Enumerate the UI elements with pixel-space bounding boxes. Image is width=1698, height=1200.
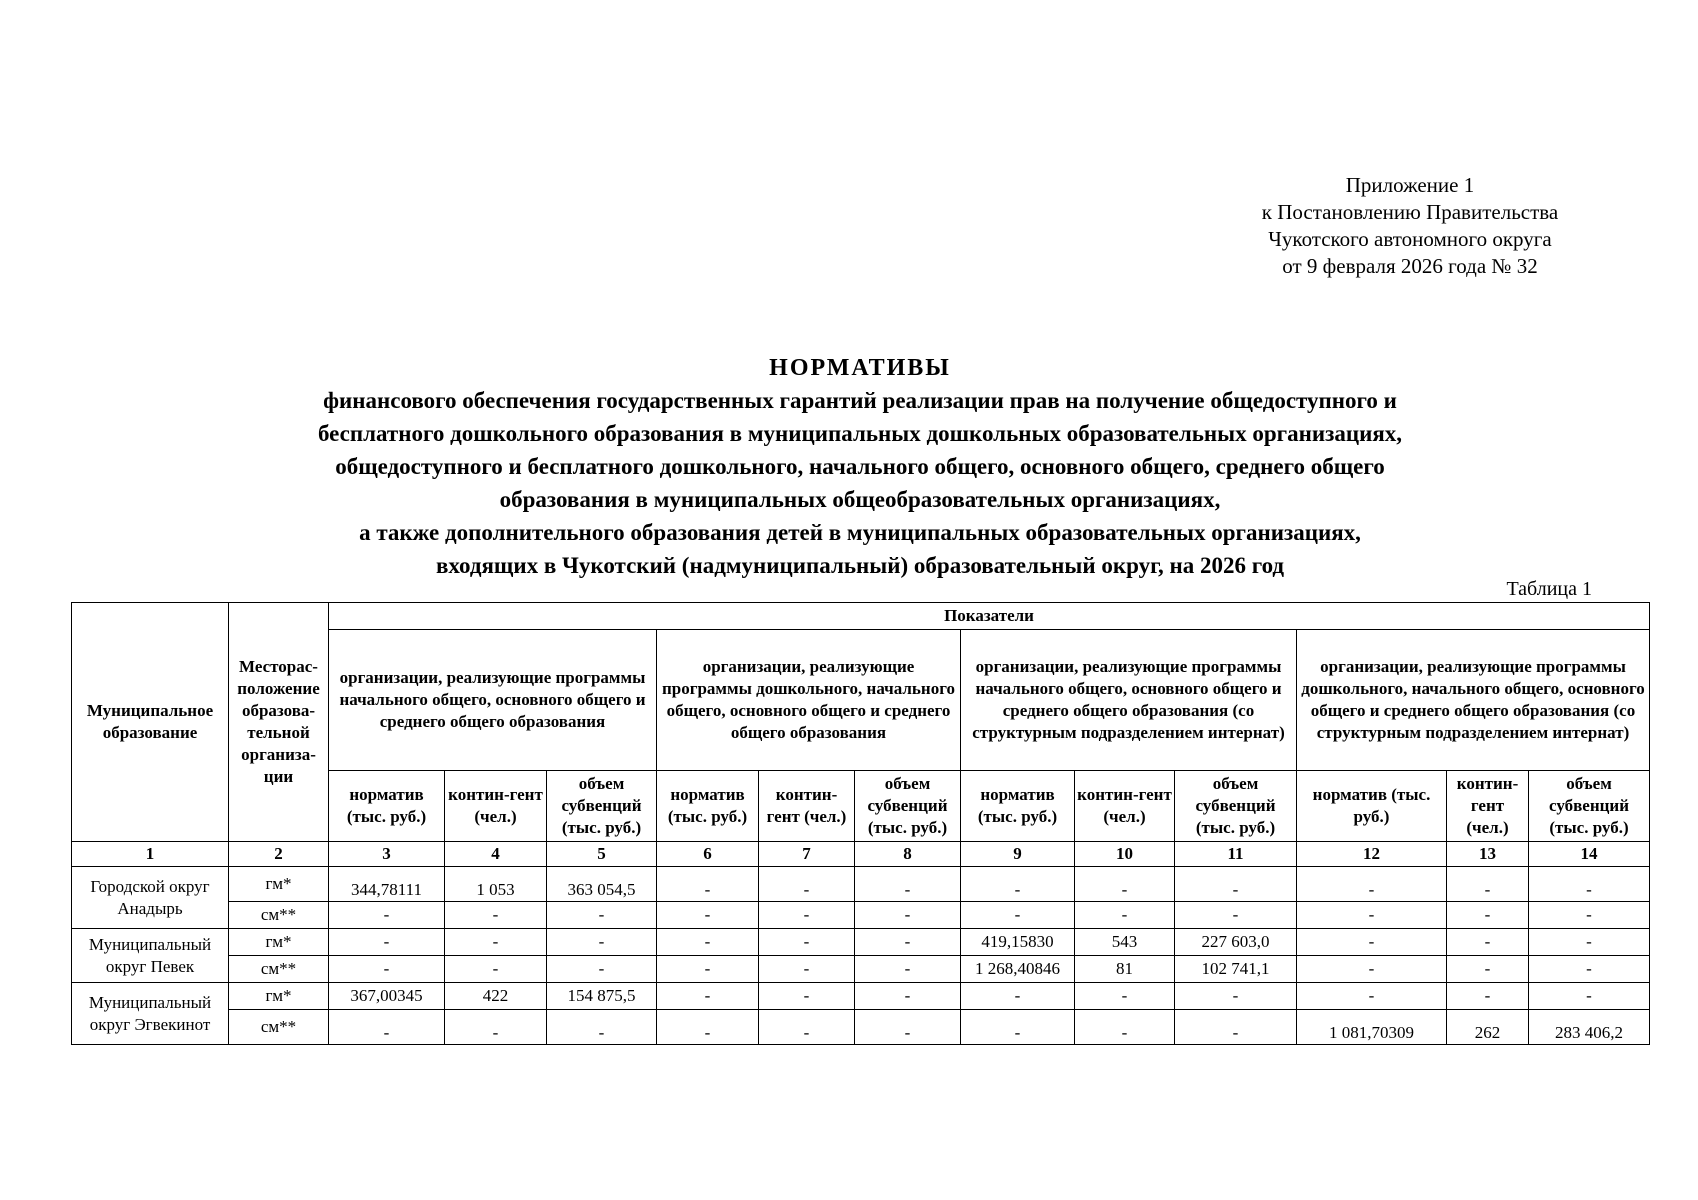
column-number: 11	[1175, 842, 1297, 867]
value-cell: -	[1447, 983, 1529, 1010]
municipality-cell: Муниципальный округ Эгвекинот	[72, 983, 229, 1045]
column-number: 4	[445, 842, 547, 867]
value-cell: 227 603,0	[1175, 929, 1297, 956]
value-cell: 419,15830	[961, 929, 1075, 956]
column-number: 14	[1529, 842, 1650, 867]
value-cell: 422	[445, 983, 547, 1010]
appendix-line: Приложение 1	[1345, 173, 1475, 197]
value-cell: -	[445, 1010, 547, 1045]
value-cell: 1 081,70309	[1297, 1010, 1447, 1045]
header-subcolumn: контин-гент (чел.)	[1447, 771, 1529, 842]
location-type-cell: см**	[229, 956, 329, 983]
location-type-cell: гм*	[229, 983, 329, 1010]
appendix-line: от 9 февраля 2026 года № 32	[1282, 254, 1538, 278]
value-cell: -	[855, 1010, 961, 1045]
value-cell: -	[1075, 1010, 1175, 1045]
value-cell: -	[1447, 867, 1529, 902]
value-cell: -	[1447, 956, 1529, 983]
value-cell: -	[855, 929, 961, 956]
value-cell: -	[1075, 867, 1175, 902]
value-cell: -	[1529, 929, 1650, 956]
column-number: 13	[1447, 842, 1529, 867]
header-row	[72, 603, 1650, 630]
table-row	[72, 867, 1650, 902]
header-subcolumn: объем субвенций (тыс. руб.)	[855, 771, 961, 842]
column-number: 3	[329, 842, 445, 867]
header-subcolumn: норматив (тыс. руб.)	[1297, 771, 1447, 842]
document-title: НОРМАТИВЫ	[769, 355, 951, 381]
location-type-cell: гм*	[229, 929, 329, 956]
header-subcolumn: объем субвенций (тыс. руб.)	[1529, 771, 1650, 842]
table-row	[72, 929, 1650, 956]
subtitle-line: финансового обеспечения государственных гарантий реализации прав на получение общедоступного и	[323, 388, 1397, 413]
value-cell: -	[1447, 929, 1529, 956]
value-cell: -	[1297, 956, 1447, 983]
value-cell: -	[657, 929, 759, 956]
subtitle-line: бесплатного дошкольного образования в муниципальных дошкольных образовательных организациях,	[317, 421, 1403, 446]
value-cell: 262	[1447, 1010, 1529, 1045]
header-subcolumn: норматив (тыс. руб.)	[329, 771, 445, 842]
column-number: 1	[72, 842, 229, 867]
value-cell: -	[1529, 867, 1650, 902]
location-type-cell: см**	[229, 1010, 329, 1045]
subtitle-line: образования в муниципальных общеобразовательных организациях,	[499, 487, 1221, 512]
header-subcolumn: объем субвенций (тыс. руб.)	[547, 771, 657, 842]
value-cell: -	[759, 1010, 855, 1045]
location-type-cell: гм*	[229, 867, 329, 902]
value-cell: -	[1297, 867, 1447, 902]
value-cell: -	[1175, 1010, 1297, 1045]
value-cell: -	[1175, 983, 1297, 1010]
value-cell: 102 741,1	[1175, 956, 1297, 983]
value-cell: -	[329, 902, 445, 929]
document-heading	[150, 352, 1570, 582]
column-number-row	[72, 842, 1650, 867]
table-row	[72, 1010, 1650, 1045]
location-type-cell: см**	[229, 902, 329, 929]
value-cell: 1 268,40846	[961, 956, 1075, 983]
value-cell: -	[1529, 956, 1650, 983]
value-cell: -	[759, 902, 855, 929]
subtitle-line: а также дополнительного образования детей в муниципальных образовательных организациях,	[359, 520, 1361, 545]
value-cell: 363 054,5	[547, 867, 657, 902]
value-cell: -	[1529, 902, 1650, 929]
value-cell: -	[657, 956, 759, 983]
value-cell: -	[329, 1010, 445, 1045]
value-cell: -	[657, 1010, 759, 1045]
value-cell: -	[759, 956, 855, 983]
value-cell: -	[759, 983, 855, 1010]
value-cell: 1 053	[445, 867, 547, 902]
table-row	[72, 956, 1650, 983]
value-cell: -	[329, 956, 445, 983]
appendix-line: к Постановлению Правительства	[1261, 200, 1559, 224]
municipality-cell: Городской округ Анадырь	[72, 867, 229, 929]
value-cell: -	[1175, 867, 1297, 902]
column-number: 12	[1297, 842, 1447, 867]
header-group: организации, реализующие программы дошкольного, начального общего, основного общего и среднего общего образования (со структурным подразделением интернат)	[1297, 630, 1650, 771]
value-cell: -	[547, 929, 657, 956]
value-cell: -	[961, 983, 1075, 1010]
value-cell: -	[855, 867, 961, 902]
column-number: 8	[855, 842, 961, 867]
value-cell: -	[961, 867, 1075, 902]
header-subcolumn: контин-гент (чел.)	[1075, 771, 1175, 842]
subtitle-line: входящих в Чукотский (надмуниципальный) образовательный округ, на 2026 год	[435, 553, 1285, 578]
value-cell: -	[1297, 902, 1447, 929]
column-number: 7	[759, 842, 855, 867]
header-group: организации, реализующие программы дошкольного, начального общего, основного общего и среднего общего образования	[657, 630, 961, 771]
value-cell: -	[855, 902, 961, 929]
header-group: организации, реализующие программы начального общего, основного общего и среднего общего образования	[329, 630, 657, 771]
value-cell: -	[445, 902, 547, 929]
subtitle-line: общедоступного и бесплатного дошкольного, начального общего, основного общего, среднего общего	[335, 454, 1385, 479]
header-indicators: Показатели	[329, 603, 1650, 630]
value-cell: -	[961, 1010, 1075, 1045]
value-cell: -	[759, 867, 855, 902]
value-cell: -	[1297, 983, 1447, 1010]
header-subcolumn: контин-гент (чел.)	[759, 771, 855, 842]
table-row	[72, 983, 1650, 1010]
value-cell: -	[1075, 902, 1175, 929]
value-cell: -	[855, 983, 961, 1010]
norms-table	[71, 602, 1650, 1045]
value-cell: 81	[1075, 956, 1175, 983]
header-group: организации, реализующие программы начального общего, основного общего и среднего общего образования (со структурным подразделением интернат)	[961, 630, 1297, 771]
value-cell: -	[855, 956, 961, 983]
value-cell: -	[657, 902, 759, 929]
value-cell: -	[1175, 902, 1297, 929]
value-cell: -	[961, 902, 1075, 929]
value-cell: 367,00345	[329, 983, 445, 1010]
value-cell: 344,78111	[329, 867, 445, 902]
header-municipality: Муниципальное образование	[72, 603, 229, 842]
table-label: Таблица 1	[1506, 578, 1592, 600]
column-number: 9	[961, 842, 1075, 867]
value-cell: -	[329, 929, 445, 956]
value-cell: -	[1075, 983, 1175, 1010]
column-number: 6	[657, 842, 759, 867]
column-number: 10	[1075, 842, 1175, 867]
value-cell: -	[547, 902, 657, 929]
value-cell: -	[1529, 983, 1650, 1010]
value-cell: -	[445, 929, 547, 956]
column-number: 5	[547, 842, 657, 867]
appendix-line: Чукотского автономного округа	[1268, 227, 1552, 251]
municipality-cell: Муниципальный округ Певек	[72, 929, 229, 983]
header-subcolumn: объем субвенций (тыс. руб.)	[1175, 771, 1297, 842]
value-cell: -	[1447, 902, 1529, 929]
value-cell: -	[547, 1010, 657, 1045]
value-cell: -	[445, 956, 547, 983]
header-location: Месторас-положение образова-тельной организа-ции	[229, 603, 329, 842]
value-cell: -	[657, 867, 759, 902]
header-subcolumn: норматив (тыс. руб.)	[961, 771, 1075, 842]
column-number: 2	[229, 842, 329, 867]
value-cell: -	[1297, 929, 1447, 956]
header-subcolumn: норматив (тыс. руб.)	[657, 771, 759, 842]
value-cell: -	[547, 956, 657, 983]
value-cell: -	[657, 983, 759, 1010]
value-cell: 154 875,5	[547, 983, 657, 1010]
value-cell: -	[759, 929, 855, 956]
value-cell: 283 406,2	[1529, 1010, 1650, 1045]
value-cell: 543	[1075, 929, 1175, 956]
table-row	[72, 902, 1650, 929]
header-subcolumn: контин-гент (чел.)	[445, 771, 547, 842]
appendix-reference	[1180, 172, 1640, 280]
